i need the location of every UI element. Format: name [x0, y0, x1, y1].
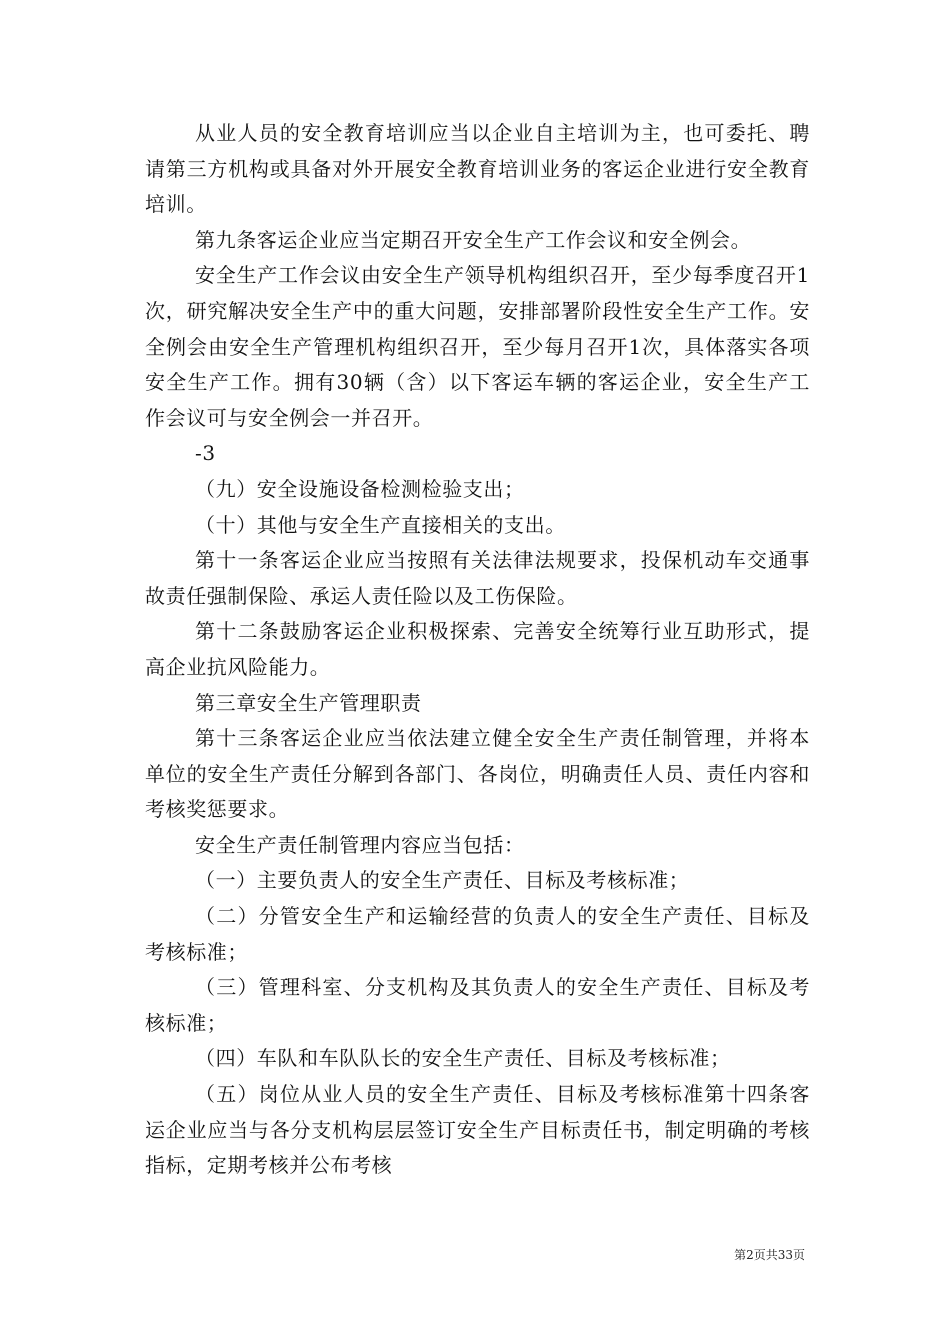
- list-item: （三）管理科室、分支机构及其负责人的安全生产责任、目标及考核标准；: [145, 975, 810, 1035]
- paragraph: 第十三条客运企业应当依法建立健全安全生产责任制管理，并将本单位的安全生产责任分解到各部门、各岗位，明确责任人员、责任内容和考核奖惩要求。: [145, 726, 810, 822]
- page-number: 第2页共33页: [734, 1248, 805, 1262]
- list-item: （五）岗位从业人员的安全生产责任、目标及考核标准第十四条客运企业应当与各分支机构层层签订安全生产目标责任书，制定明确的考核指标，定期考核并公布考核: [145, 1082, 810, 1178]
- paragraph: 第十一条客运企业应当按照有关法律法规要求，投保机动车交通事故责任强制保险、承运人责任险以及工伤保险。: [145, 548, 810, 608]
- chapter-heading: 第三章安全生产管理职责: [195, 690, 422, 715]
- paragraph: 第十二条鼓励客运企业积极探索、完善安全统筹行业互助形式，提高企业抗风险能力。: [145, 619, 810, 679]
- paragraph: （九）安全设施设备检测检验支出；: [195, 476, 525, 501]
- document-body: [145, 116, 810, 1184]
- paragraph: 安全生产工作会议由安全生产领导机构组织召开，至少每季度召开1次，研究解决安全生产中的重大问题，安排部署阶段性安全生产工作。安全例会由安全生产管理机构组织召开，至少每月召开1次，具体落实各项安全生产工作。拥有30辆（含）以下客运车辆的客运企业，安全生产工作会议可与安全例会一并召开。: [145, 263, 810, 430]
- paragraph: 第九条客运企业应当定期召开安全生产工作会议和安全例会。: [195, 227, 752, 252]
- list-item: （四）车队和车队队长的安全生产责任、目标及考核标准；: [195, 1046, 731, 1071]
- paragraph: 安全生产责任制管理内容应当包括：: [195, 832, 525, 857]
- list-item: （二）分管安全生产和运输经营的负责人的安全生产责任、目标及考核标准；: [145, 904, 810, 964]
- paragraph: 从业人员的安全教育培训应当以企业自主培训为主，也可委托、聘请第三方机构或具备对外开展安全教育培训业务的客运企业进行安全教育培训。: [145, 121, 810, 217]
- paragraph: -3: [195, 441, 216, 466]
- paragraph: （十）其他与安全生产直接相关的支出。: [195, 512, 566, 537]
- list-item: （一）主要负责人的安全生产责任、目标及考核标准；: [195, 868, 690, 893]
